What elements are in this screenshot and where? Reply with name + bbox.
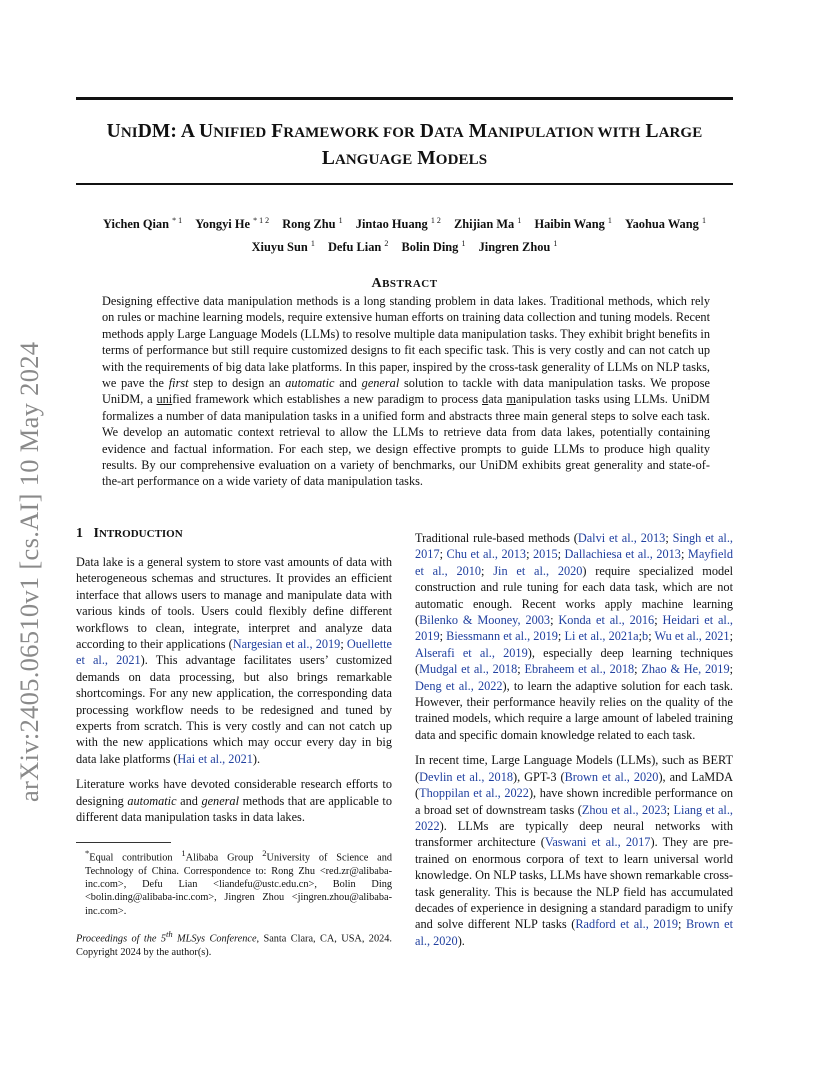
citation-link[interactable]: Zhao & He, 2019 bbox=[641, 662, 730, 677]
author: Jingren Zhou $^1$ bbox=[478, 239, 558, 255]
intro-paragraph-4: In recent time, Large Language Models (LLMs), such as BERT (Devlin et al., 2018), GPT-3 (Brown et al., 2020), and LaMDA (Thoppilan et al., 2022), have shown incredible performance on a broad set of downstream tasks (Zhou et al., 2023; Liang et al., 2022). LLMs are typically deep neural networks with transformer architecture (Vaswani et al., 2017). They are pre-trained on enormous corpora of text to learn universal world knowledge. On NLP tasks, LLMs have shown remarkable cross-task generality. This is because the NLP field has accumulated decades of experience in designing a standard paradigm to unify and solve different NLP tasks (Radford et al., 2019; Brown et al., 2020). bbox=[415, 753, 733, 948]
citation-link[interactable]: Brown et al., 2020 bbox=[415, 917, 733, 948]
intro-paragraph-3: Traditional rule-based methods (Dalvi et al., 2013; Singh et al., 2017; Chu et al., 2013; 2015; Dallachiesa et al., 2013; Mayfield et al., 2010; Jin et al., 2020) require specialized model construction and rule tuning for each data task, which are not automatic enough. Recent works apply machine learning (Bilenko & Mooney, 2003; Konda et al., 2016; Heidari et al., 2019; Biessmann et al., 2019; Li et al., 2021a;b; Wu et al., 2021; Alserafi et al., 2019), especially deep learning techniques (Mudgal et al., 2018; Ebraheem et al., 2018; Zhao & He, 2019; Deng et al., 2022), to learn the adaptive solution for each task. However, their performance heavily relies on the quality of the trained models, which require a large amount of labeled training data and specific domain knowledge related to each task. bbox=[415, 531, 734, 742]
paper-title: UNIDM: A UNIFIED FRAMEWORK FOR DATA MANIPULATION WITH LARGE LANGUAGE MODELS bbox=[106, 121, 703, 169]
abstract-body: Designing effective data manipulation methods is a long standing problem in data lakes. Traditional methods, which rely on rules or machine learning models, require extensive human efforts on training data collection and tuning models. Recent methods apply Large Language Models (LLMs) to resolve multiple data manipulation tasks. They exhibit bright benefits in terms of performance but still require customized designs to fit each specific task. This is very costly and can not catch up with the requirements of big data lake platforms. In this paper, inspired by the cross-task generality of LLMs on NLP tasks, we pave the first step to design an automatic and general solution to tackle with data manipulation tasks. We propose UniDM, a unified framework which establishes a new paradigm to process data manipulation tasks using LLMs. UniDM formalizes a number of data manipulation tasks in a unified form and abstracts three main general steps to solve each task. We develop an automatic context retrieval to allow the LLMs to retrieve data from data lakes, potentially containing evidence and factual information. For each step, we design effective prompts to guide LLMs to produce high quality results. By our comprehensive evaluation on a variety of benchmarks, our UniDM exhibits great generality and state-of-the-art performance on a wide variety of data manipulation tasks. bbox=[102, 294, 710, 489]
citation-link[interactable]: Vaswani et al., 2017 bbox=[544, 835, 651, 850]
author: Yongyi He $^{* 1 2}$ bbox=[195, 216, 270, 232]
author-list bbox=[76, 211, 733, 257]
author: Yaohua Wang $^1$ bbox=[625, 216, 706, 232]
arxiv-stamp: arXiv:2405.06510v1 [cs.AI] 10 May 2024 bbox=[14, 341, 44, 802]
citation-link[interactable]: Ebraheem et al., 2018 bbox=[524, 662, 635, 677]
citation-link[interactable]: Heidari et al., 2019 bbox=[415, 613, 733, 644]
citation-link[interactable]: Zhou et al., 2023 bbox=[581, 802, 667, 817]
citation-link[interactable]: Dallachiesa et al., 2013 bbox=[564, 547, 681, 562]
author: Rong Zhu $^1$ bbox=[282, 216, 343, 232]
proceedings-note: Proceedings of the 5th MLSys Conference, Santa Clara, CA, USA, 2024. Copyright 2024 by the author(s). bbox=[76, 928, 392, 958]
abstract-heading: ABSTRACT bbox=[371, 276, 438, 291]
citation-link[interactable]: Bilenko & Mooney, 2003 bbox=[419, 613, 551, 628]
citation-link[interactable]: Jin et al., 2020 bbox=[493, 563, 583, 578]
citation-link[interactable]: Mayfield et al., 2010 bbox=[415, 547, 733, 578]
citation-link[interactable]: Alserafi et al., 2019 bbox=[415, 645, 528, 660]
author: Yichen Qian $^{* 1}$ bbox=[103, 216, 183, 232]
author: Zhijian Ma $^1$ bbox=[453, 216, 522, 232]
section-heading-introduction: 1 INTRODUCTION bbox=[76, 526, 183, 541]
citation-link[interactable]: b bbox=[642, 629, 649, 644]
citation-link[interactable]: Radford et al., 2019 bbox=[575, 917, 678, 932]
citation-link[interactable]: Thoppilan et al., 2022 bbox=[419, 786, 529, 801]
author: Jintao Huang $^{1 2}$ bbox=[355, 216, 441, 232]
title-bottom-rule bbox=[76, 183, 733, 185]
citation-link[interactable]: Konda et al., 2016 bbox=[558, 613, 655, 628]
author: Haibin Wang $^1$ bbox=[534, 216, 612, 232]
title-top-rule bbox=[76, 97, 733, 100]
citation-link[interactable]: Brown et al., 2020 bbox=[564, 769, 659, 784]
citation-link[interactable]: Singh et al., 2017 bbox=[415, 531, 733, 562]
author: Xiuyu Sun $^1$ bbox=[251, 239, 315, 255]
citation-link[interactable]: 2015 bbox=[533, 547, 558, 562]
intro-paragraph-2: Literature works have devoted considerable research efforts to designing automatic and general methods that are applicable to different data manipulation tasks in data lakes. bbox=[76, 777, 392, 825]
citation-link[interactable]: Wu et al., 2021 bbox=[654, 629, 730, 644]
citation-link[interactable]: Liang et al., 2022 bbox=[415, 802, 733, 833]
citation-link[interactable]: Deng et al., 2022 bbox=[415, 678, 503, 693]
footnote: *Equal contribution $^1$Alibaba Group $^2$University of Science and Technology of China. Correspondence to: Rong Zhu <red.zr@alibaba-inc.com>, Defu Lian <liandefu@ustc.edu.cn>, Bolin Ding <bolin.ding@alibaba-inc.com>, Jingren Zhou <jingren.zhou@alibaba-inc.com>. Proceedings of the 5th MLSys Conference, Santa Clara, CA, USA, 2024. Copyright 2024 by the author(s). bbox=[76, 848, 393, 958]
footnote-rule bbox=[76, 842, 171, 843]
citation-link[interactable]: Nargesian et al., 2019 bbox=[232, 637, 341, 652]
intro-paragraph-1: Data lake is a general system to store vast amounts of data with heterogeneous schemas and structures. It provides an efficient interface that allows users to manage and manipulate data with various kinds of tools. Users could flexibly define different workflows to clean, integrate, interpret and analyze data according to their applications (Nargesian et al., 2019; Ouellette et al., 2021). This advantage facilitates users’ customized demands on data processing, but also brings remarkable shortcomings. For any new application, the corresponding data processing workflow needs to be redesigned and tuned by experts from scratch. This is very costly and can not catch up with the new applications which may occur every day in big data lake platforms (Hai et al., 2021). bbox=[76, 555, 393, 766]
right-column bbox=[415, 530, 733, 958]
citation-link[interactable]: Biessmann et al., 2019 bbox=[446, 629, 558, 644]
citation-link[interactable]: Li et al., 2021a bbox=[564, 629, 639, 644]
citation-link[interactable]: Dalvi et al., 2013 bbox=[577, 531, 666, 545]
citation-link[interactable]: Devlin et al., 2018 bbox=[419, 769, 513, 784]
author: Defu Lian $^2$ bbox=[327, 239, 389, 255]
citation-link[interactable]: Chu et al., 2013 bbox=[446, 547, 527, 562]
citation-link[interactable]: Hai et al., 2021 bbox=[177, 751, 253, 766]
citation-link[interactable]: Ouellette et al., 2021 bbox=[76, 637, 392, 668]
left-column bbox=[76, 554, 392, 835]
citation-link[interactable]: Mudgal et al., 2018 bbox=[419, 662, 518, 677]
author: Bolin Ding $^1$ bbox=[401, 239, 466, 255]
